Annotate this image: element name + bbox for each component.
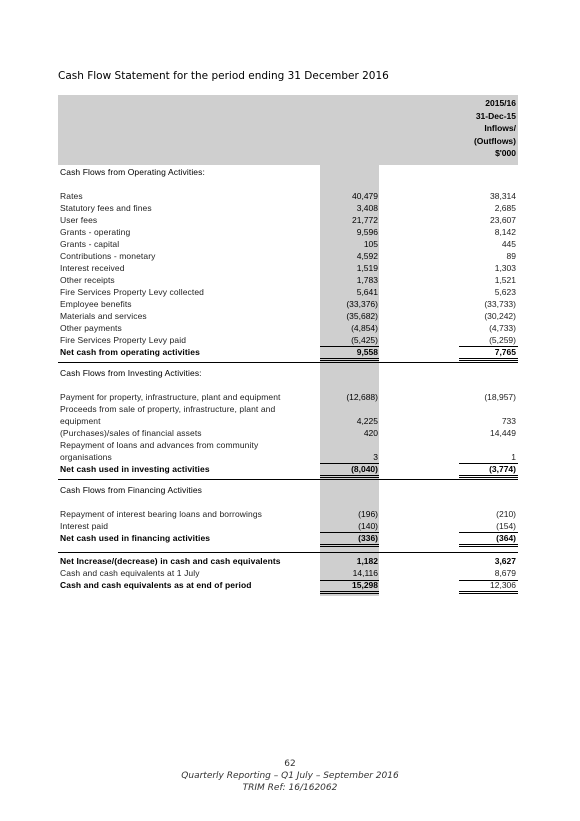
row-label: User fees [60, 215, 98, 225]
value-2015: 1 [511, 452, 516, 462]
row-label: Net cash used in financing activities [60, 533, 211, 543]
table-row [58, 227, 518, 239]
row-label: Repayment of loans and advances from community [60, 440, 259, 450]
value-2015: (5,259) [489, 335, 516, 345]
value-2015: 733 [501, 416, 516, 426]
value-2016: 105 [363, 239, 378, 249]
value-2016: 40,479 [352, 191, 378, 201]
value-2015: 5,623 [494, 287, 516, 297]
summary-row [58, 580, 518, 592]
value-2015: 8,142 [494, 227, 516, 237]
section-heading [58, 368, 518, 380]
section-heading [58, 167, 518, 179]
row-label: Employee benefits [60, 299, 132, 309]
value-2015: 3,627 [494, 556, 516, 566]
table-row [58, 287, 518, 299]
value-2015: 7,765 [494, 347, 516, 357]
value-2016: 15,298 [352, 580, 378, 590]
total-rule [459, 580, 518, 581]
section-divider [58, 479, 518, 480]
value-2016: 1,783 [356, 275, 378, 285]
table-row [58, 263, 518, 275]
value-2015: (4,733) [489, 323, 516, 333]
column-header-line: 31-Dec-15 [475, 110, 516, 121]
row-label: Repayment of interest bearing loans and borrowings [60, 509, 263, 519]
table-header [58, 95, 518, 165]
value-2016: (33,376) [346, 299, 378, 309]
value-2015: 8,679 [494, 568, 516, 578]
row-label: Grants - operating [60, 227, 131, 237]
value-2015: (210) [496, 509, 516, 519]
row-label: Grants - capital [60, 239, 120, 249]
row-label: Fire Services Property Levy collected [60, 287, 205, 297]
row-label: Statutory fees and fines [60, 203, 152, 213]
table-row [58, 203, 518, 215]
financing-total-row [58, 533, 518, 545]
table-row [58, 215, 518, 227]
table-row [58, 416, 518, 428]
summary-row [58, 568, 518, 580]
investing-total-row [58, 464, 518, 476]
value-2016: 1,519 [356, 263, 378, 273]
row-label: (Purchases)/sales of financial assets [60, 428, 202, 438]
value-2016: 3,408 [356, 203, 378, 213]
column-header-2015 [474, 97, 516, 160]
footer-trim-ref: TRIM Ref: 16/162062 [242, 783, 338, 793]
value-2015: 1,521 [494, 275, 516, 285]
section-divider [58, 362, 518, 363]
row-label: Cash and cash equivalents as at end of period [60, 580, 252, 590]
row-label: Fire Services Property Levy paid [60, 335, 187, 345]
row-label: Cash Flows from Financing Activities [60, 485, 203, 495]
value-2016: (35,682) [346, 311, 378, 321]
footer-report-name: Quarterly Reporting – Q1 July – September 2016 [181, 771, 399, 781]
table-row [58, 392, 518, 404]
page-number: 62 [284, 759, 296, 769]
total-rule [459, 475, 518, 478]
section-heading [58, 485, 518, 497]
row-label: Proceeds from sale of property, infrastructure, plant and [60, 404, 276, 414]
value-2015: (33,733) [484, 299, 516, 309]
table-row [58, 509, 518, 521]
value-2016: 14,116 [352, 568, 378, 578]
total-rule [459, 544, 518, 547]
row-label: Net cash from operating activities [60, 347, 200, 357]
value-2015: 89 [506, 251, 516, 261]
summary-row [58, 556, 518, 568]
total-rule [320, 544, 379, 547]
total-rule [320, 358, 379, 361]
value-2015: 23,607 [490, 215, 516, 225]
value-2016: 3 [373, 452, 378, 462]
column-header-line: $'000 [495, 148, 516, 159]
table-row [58, 251, 518, 263]
table-row [58, 521, 518, 533]
row-label: Cash Flows from Investing Activities: [60, 368, 202, 378]
value-2016: 21,772 [352, 215, 378, 225]
column-header-line: 2015/16 [485, 98, 516, 108]
table-row [58, 428, 518, 440]
value-2015: 14,449 [490, 428, 516, 438]
table-row [58, 404, 518, 416]
value-2016: (4,854) [351, 323, 378, 333]
value-2016: 5,641 [356, 287, 378, 297]
value-2016: (8,040) [351, 464, 378, 474]
row-label: organisations [60, 452, 112, 462]
table-row [58, 275, 518, 287]
total-rule [320, 475, 379, 478]
value-2016: 420 [363, 428, 378, 438]
table-row [58, 191, 518, 203]
value-2015: 1,303 [494, 263, 516, 273]
row-label: Cash and cash equivalents at 1 July [60, 568, 200, 578]
value-2016: (196) [358, 509, 378, 519]
value-2015: 38,314 [490, 191, 516, 201]
row-label: equipment [60, 416, 101, 426]
row-label: Interest received [60, 263, 125, 273]
total-rule [459, 358, 518, 361]
row-label: Other payments [60, 323, 122, 333]
section-divider [58, 552, 518, 553]
row-label: Other receipts [60, 275, 115, 285]
value-2015: (154) [496, 521, 516, 531]
value-2016: (5,425) [351, 335, 378, 345]
row-label: Payment for property, infrastructure, plant and equipment [60, 392, 281, 402]
value-2016: 4,592 [356, 251, 378, 261]
column-header-line: Inflows/ [484, 123, 516, 134]
total-rule [459, 591, 518, 594]
row-label: Rates [60, 191, 83, 201]
value-2016: (336) [358, 533, 378, 543]
value-2015: 2,685 [494, 203, 516, 213]
value-2016: 4,225 [356, 416, 378, 426]
value-2015: (18,957) [484, 392, 516, 402]
row-label: Contributions - monetary [60, 251, 156, 261]
row-label: Cash Flows from Operating Activities: [60, 167, 205, 177]
table-row [58, 335, 518, 347]
column-header-line: (Outflows) [473, 135, 516, 146]
value-2016: 9,596 [356, 227, 378, 237]
table-row [58, 239, 518, 251]
table-row [58, 311, 518, 323]
value-2016: (140) [358, 521, 378, 531]
table-row [58, 299, 518, 311]
row-label: Interest paid [60, 521, 109, 531]
row-label: Net cash used in investing activities [60, 464, 210, 474]
statement-title: Cash Flow Statement for the period ending 31 December 2016 [58, 70, 389, 82]
row-label: Net Increase/(decrease) in cash and cash equivalents [60, 556, 281, 566]
operating-total-row [58, 347, 518, 359]
table-row [58, 440, 518, 452]
value-2016: 1,182 [356, 556, 378, 566]
total-rule [320, 591, 379, 594]
value-2015: (3,774) [489, 464, 516, 474]
value-2016: (12,688) [346, 392, 378, 402]
value-2015: (364) [496, 533, 516, 543]
table-row [58, 452, 518, 464]
value-2015: (30,242) [484, 311, 516, 321]
table-row [58, 323, 518, 335]
total-rule [320, 580, 379, 581]
value-2015: 12,306 [490, 580, 516, 590]
value-2015: 445 [501, 239, 516, 249]
value-2016: 9,558 [356, 347, 378, 357]
row-label: Materials and services [60, 311, 147, 321]
